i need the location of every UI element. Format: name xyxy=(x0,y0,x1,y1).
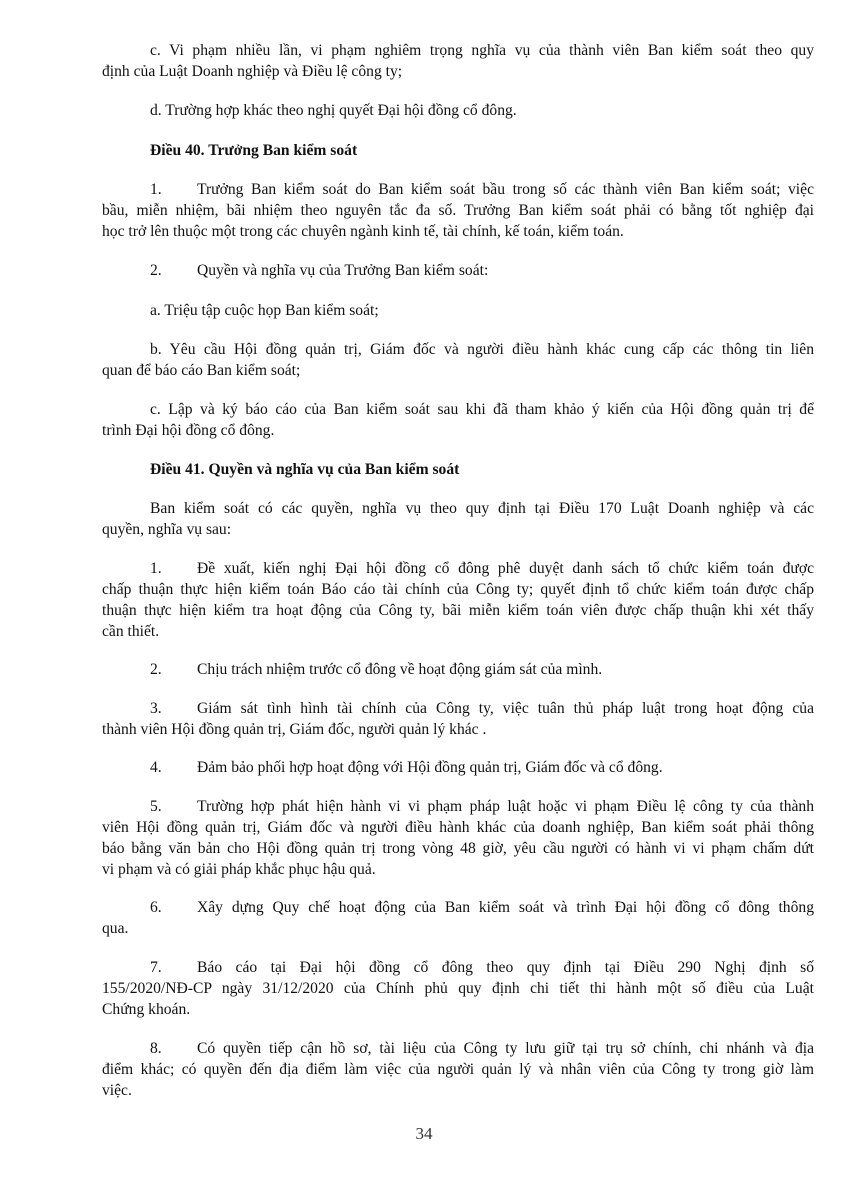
item-number: 4. xyxy=(150,759,162,776)
article-40-point-b-line1: b. Yêu cầu Hội đồng quản trị, Giám đốc và người điều hành khác cung cấp các thông tin liên xyxy=(150,341,814,358)
item-text: Quyền và nghĩa vụ của Trưởng Ban kiểm soát: xyxy=(197,262,489,279)
item-text: Trường hợp phát hiện hành vi vi phạm pháp luật hoặc vi phạm Điều lệ công ty của thành xyxy=(197,798,814,815)
article-40-point-c-line2: trình Đại hội đồng cổ đông. xyxy=(102,422,275,439)
article-40-point-a: a. Triệu tập cuộc họp Ban kiểm soát; xyxy=(150,302,379,319)
item-number: 6. xyxy=(150,899,162,916)
item-text: Chịu trách nhiệm trước cổ đông về hoạt động giám sát của mình. xyxy=(197,661,603,678)
article-41-item-6-line2: qua. xyxy=(102,920,129,937)
item-number: 5. xyxy=(150,798,162,815)
article-40-item-1-line3: học trở lên thuộc một trong các chuyên ngành kinh tế, tài chính, kế toán, kiểm toán. xyxy=(102,223,624,240)
article-41-item-3-line1 xyxy=(150,699,814,719)
article-41-item-7-line1 xyxy=(150,958,814,978)
article-41-intro-line2: quyền, nghĩa vụ sau: xyxy=(102,521,232,538)
article-41-item-2 xyxy=(150,660,602,680)
item-text: Trưởng Ban kiểm soát do Ban kiểm soát bầu trong số các thành viên Ban kiểm soát; việc xyxy=(197,181,814,198)
article-41-item-8-line1 xyxy=(150,1039,814,1059)
item-number: 7. xyxy=(150,959,162,976)
article-41-item-5-line3: báo bằng văn bản cho Hội đồng quản trị trong vòng 48 giờ, yêu cầu người có hành vi vi phạm chấm dứt xyxy=(102,840,814,857)
article-40-heading: Điều 40. Trưởng Ban kiểm soát xyxy=(150,142,358,159)
article-40-item-1-line2: bầu, miễn nhiệm, bãi nhiệm theo nguyên tắc đa số. Trưởng Ban kiểm soát phải có bằng tốt nghiệp đại xyxy=(102,202,814,219)
item-text: Đảm bảo phối hợp hoạt động với Hội đồng quản trị, Giám đốc và cổ đông. xyxy=(197,759,663,776)
item-text: Đề xuất, kiến nghị Đại hội đồng cổ đông phê duyệt danh sách tổ chức kiểm toán được xyxy=(197,560,814,577)
page-number: 34 xyxy=(415,1124,433,1143)
article-41-item-5-line2: viên Hội đồng quản trị, Giám đốc và người điều hành khác của doanh nghiệp, Ban kiểm soát phải thông xyxy=(102,819,814,836)
article-40-point-c-line1: c. Lập và ký báo cáo của Ban kiểm soát sau khi đã tham khảo ý kiến của Hội đồng quản trị để xyxy=(150,401,814,418)
paragraph-c-line1: c. Vi phạm nhiều lần, vi phạm nghiêm trọng nghĩa vụ của thành viên Ban kiểm soát theo quy xyxy=(150,42,814,59)
article-41-item-1-line3: thuận thực hiện kiểm tra hoạt động của Công ty, bãi miễn kiểm toán viên được chấp thuận khi xét thấy xyxy=(102,602,814,619)
paragraph-c-line2: định của Luật Doanh nghiệp và Điều lệ công ty; xyxy=(102,63,403,80)
article-41-item-8-line2: điểm khác; có quyền đến địa điểm làm việc của người quản lý và nhân viên của Công ty trong giờ làm xyxy=(102,1061,814,1078)
article-41-item-1-line1 xyxy=(150,559,814,579)
article-41-item-1-line2: chấp thuận thực hiện kiểm toán Báo cáo tài chính của Công ty; quyết định tổ chức kiểm toán được chấp xyxy=(102,581,814,598)
article-41-item-1-line4: cần thiết. xyxy=(102,623,160,640)
paragraph-d: d. Trường hợp khác theo nghị quyết Đại hội đồng cổ đông. xyxy=(150,102,517,119)
item-number: 1. xyxy=(150,181,162,198)
item-text: Xây dựng Quy chế hoạt động của Ban kiểm soát và trình Đại hội đồng cổ đông thông xyxy=(197,899,814,916)
article-41-item-5-line1 xyxy=(150,797,814,817)
article-41-item-3-line2: thành viên Hội đồng quản trị, Giám đốc, người quản lý khác . xyxy=(102,721,487,738)
article-41-item-7-line2: 155/2020/NĐ-CP ngày 31/12/2020 của Chính phủ quy định chi tiết thi hành một số điều của Luật xyxy=(102,980,814,997)
article-40-item-2 xyxy=(150,261,488,281)
item-text: Có quyền tiếp cận hồ sơ, tài liệu của Công ty lưu giữ tại trụ sở chính, chi nhánh và địa xyxy=(197,1040,814,1057)
item-number: 2. xyxy=(150,262,162,279)
article-41-intro-line1: Ban kiểm soát có các quyền, nghĩa vụ theo quy định tại Điều 170 Luật Doanh nghiệp và các xyxy=(150,500,814,517)
item-text: Báo cáo tại Đại hội đồng cổ đông theo quy định tại Điều 290 Nghị định số xyxy=(197,959,814,976)
item-number: 8. xyxy=(150,1040,162,1057)
article-41-item-8-line3: việc. xyxy=(102,1082,132,1099)
article-40-point-b-line2: quan để báo cáo Ban kiểm soát; xyxy=(102,362,301,379)
article-41-item-7-line3: Chứng khoán. xyxy=(102,1001,191,1018)
item-text: Giám sát tình hình tài chính của Công ty, việc tuân thủ pháp luật trong hoạt động của xyxy=(197,700,814,717)
article-41-item-5-line4: vi phạm và có giải pháp khắc phục hậu quả. xyxy=(102,861,376,878)
article-41-heading: Điều 41. Quyền và nghĩa vụ của Ban kiểm soát xyxy=(150,461,460,478)
item-number: 2. xyxy=(150,661,162,678)
article-41-item-6-line1 xyxy=(150,898,814,918)
article-41-item-4 xyxy=(150,758,663,778)
item-number: 1. xyxy=(150,560,162,577)
item-number: 3. xyxy=(150,700,162,717)
article-40-item-1-line1 xyxy=(150,180,814,200)
